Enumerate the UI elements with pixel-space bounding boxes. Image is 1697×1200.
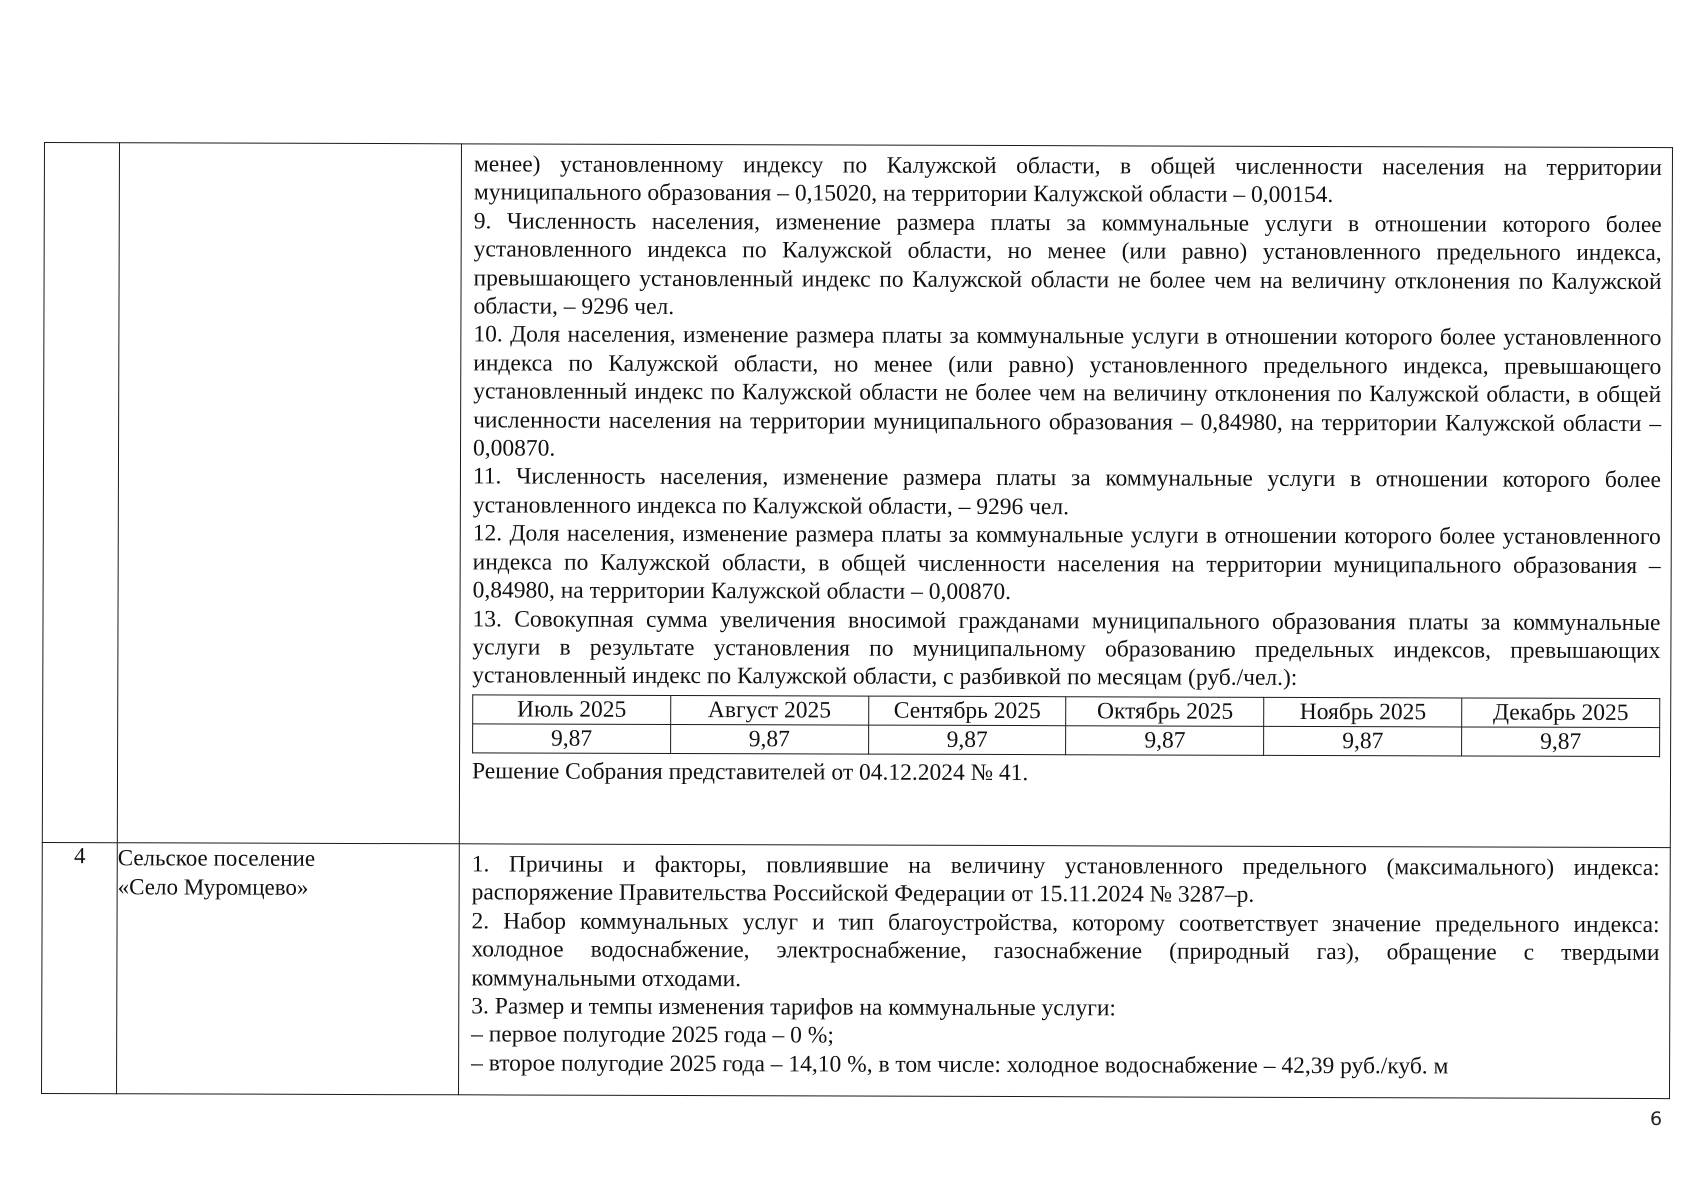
paragraph: – второе полугодие 2025 года – 14,10 %, в том числе: холодное водоснабжение – 42,39 руб./куб. м xyxy=(471,1050,1449,1080)
months-value-row xyxy=(473,724,1660,757)
month-value: 9,87 xyxy=(473,724,671,754)
paragraph: 9. Численность населения, изменение размера платы за коммунальные услуги в отношении которого более установленного индекса по Калужской области, но менее (или равно) установленного предельного индекса, превышающего установленный индекс по Калужской области не более чем на величину отклонения по Калужской области, – 9296 чел. xyxy=(473,208,1662,321)
table-row xyxy=(42,143,1672,848)
details-cell xyxy=(459,844,1671,1099)
month-value: 9,87 xyxy=(1066,725,1264,755)
month-value: 9,87 xyxy=(868,725,1066,755)
municipality-name-cell xyxy=(117,143,461,844)
paragraph: 1. Причины и факторы, повлиявшие на величину установленного предельного (максимального) индекса: распоряжение Правительства Российской Федерации от 15.11.2024 № 3287–р. xyxy=(471,851,1660,909)
details-cell xyxy=(459,144,1672,848)
month-header: Июль 2025 xyxy=(473,695,671,725)
month-value: 9,87 xyxy=(1264,726,1462,756)
decision-reference: Решение Собрания представителей от 04.12.2024 № 41. xyxy=(471,758,1029,786)
page-number: 6 xyxy=(1650,1108,1663,1130)
paragraph: 13. Совокупная сумма увеличения вносимой гражданами муниципального образования платы за коммунальные услуги в результате установления по муниципальному образованию предельных индексов, превышающих установленный индекс по Калужской области, с разбивкой по месяцам (руб./чел.): xyxy=(472,605,1661,692)
paragraph: – первое полугодие 2025 года – 0 %; xyxy=(471,1021,834,1049)
table-row xyxy=(42,842,1671,1098)
month-header: Ноябрь 2025 xyxy=(1264,697,1462,727)
month-value: 9,87 xyxy=(1462,727,1660,757)
month-header: Декабрь 2025 xyxy=(1462,698,1660,728)
paragraph: 12. Доля населения, изменение размера платы за коммунальные услуги в отношении которого более установленного индекса по Калужской области, в общей численности населения на территории муниципального образования – 0,84980, на территории Калужской области – 0,00870. xyxy=(472,520,1661,606)
paragraph: 10. Доля населения, изменение размера платы за коммунальные услуги в отношении которого более установленного индекса по Калужской области, но менее (или равно) установленного предельного индекса, превышающего установленный индекс по Калужской области не более чем на величину отклонения по Калужской области, в общей численности населения на территории муниципального образования – 0,84980, на территории Калужской области – 0,00870. xyxy=(472,321,1662,462)
row-number-cell xyxy=(42,143,119,843)
document-page xyxy=(41,142,1672,1098)
municipality-type: Сельское поселение xyxy=(117,845,316,871)
month-header: Октябрь 2025 xyxy=(1066,696,1264,726)
municipality-name-cell xyxy=(117,843,460,1095)
month-value: 9,87 xyxy=(670,724,868,754)
month-header: Август 2025 xyxy=(671,695,869,725)
paragraph: 3. Размер и темпы изменения тарифов на коммунальные услуги: xyxy=(471,993,1117,1022)
month-header: Сентябрь 2025 xyxy=(868,696,1066,726)
indices-table xyxy=(41,142,1673,1099)
paragraph: менее) установленному индексу по Калужской области, в общей численности населения на территории муниципального образования – 0,15020, на территории Калужской области – 0,00154. xyxy=(473,151,1662,209)
row-number: 4 xyxy=(42,842,118,1093)
paragraph: 11. Численность населения, изменение размера платы за коммунальные услуги в отношении которого более установленного индекса по Калужской области, – 9296 чел. xyxy=(472,463,1661,521)
months-header-row xyxy=(473,695,1660,728)
monthly-increase-table xyxy=(472,694,1660,757)
municipality-name: «Село Муромцево» xyxy=(117,874,309,900)
paragraph: 2. Набор коммунальных услуг и тип благоустройства, которому соответствует значение предельного индекса: холодное водоснабжение, электроснабжение, газоснабжение (природный газ), обращение с твердыми коммунальными отходами. xyxy=(471,908,1660,992)
